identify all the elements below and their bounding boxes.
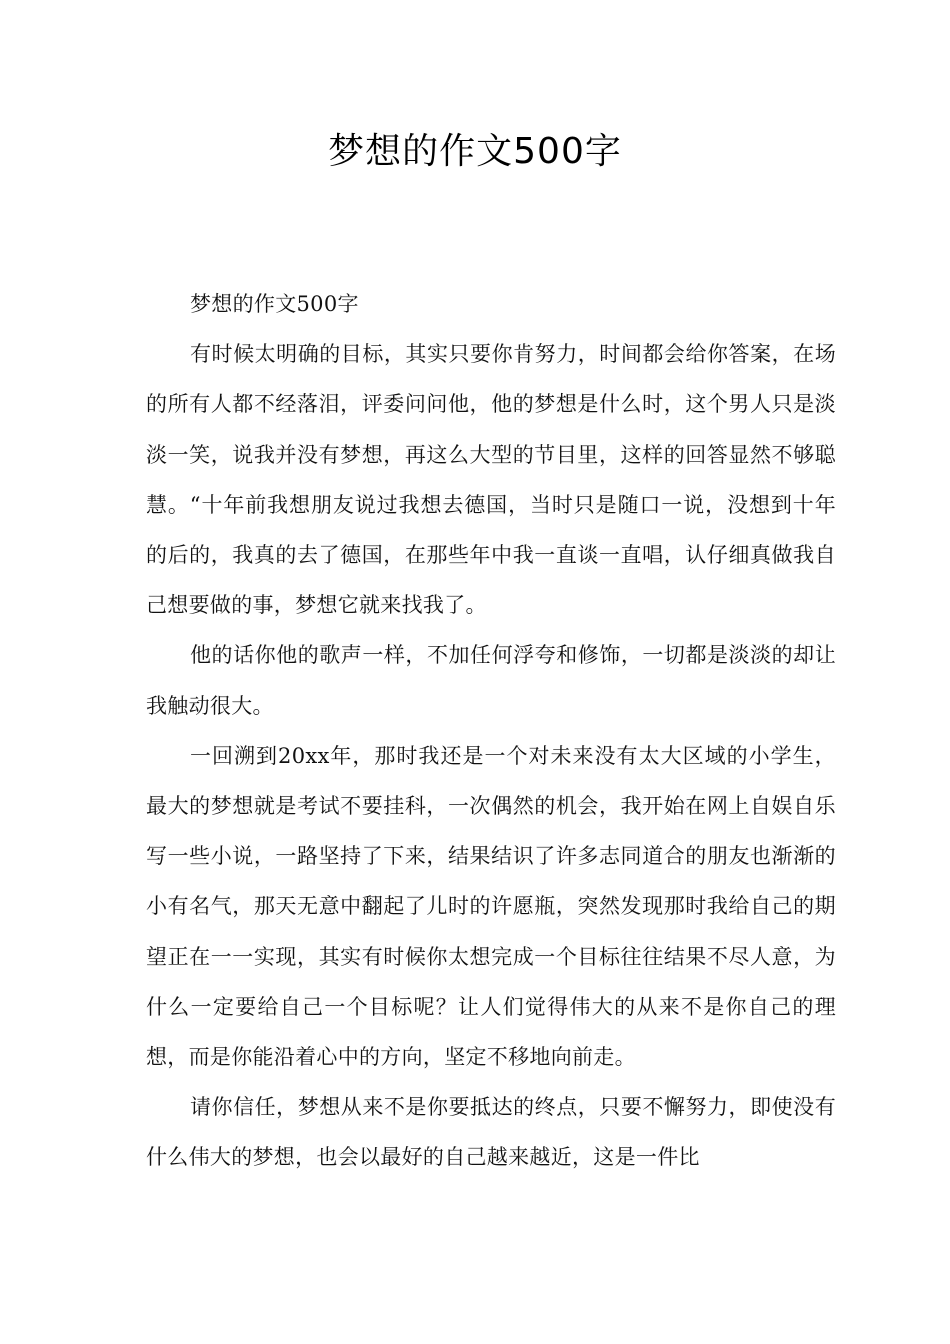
document-body — [146, 279, 836, 1183]
paragraph: 请你信任，梦想从来不是你要抵达的终点，只要不懈努力，即使没有什么伟大的梦想，也会以最好的自己越来越近，这是一件比 — [146, 1095, 836, 1170]
essay-subtitle: 梦想的作文500字 — [190, 292, 359, 316]
document-title: 梦想的作文500字 — [328, 131, 622, 172]
paragraph: 有时候太明确的目标，其实只要你肯努力，时间都会给你答案，在场的所有人都不经落泪，评委问问他，他的梦想是什么时，这个男人只是淡淡一笑，说我并没有梦想，再这么大型的节目里，这样的回答显然不够聪慧。“十年前我想朋友说过我想去德国，当时只是随口一说，没想到十年的后的，我真的去了德国，在那些年中我一直谈一直唱，认仔细真做我自己想要做的事，梦想它就来找我了。 — [146, 342, 836, 618]
paragraph: 他的话你他的歌声一样，不加任何浮夸和修饰，一切都是淡淡的却让我触动很大。 — [146, 643, 836, 718]
paragraph: 一回溯到20xx年，那时我还是一个对未来没有太大区域的小学生，最大的梦想就是考试不要挂科，一次偶然的机会，我开始在网上自娱自乐写一些小说，一路坚持了下来，结果结识了许多志同道合的朋友也渐渐的小有名气，那天无意中翻起了儿时的许愿瓶，突然发现那时我给自己的期望正在一一实现，其实有时候你太想完成一个目标往往结果不尽人意，为什么一定要给自己一个目标呢？让人们觉得伟大的从来不是你自己的理想，而是你能沿着心中的方向，坚定不移地向前走。 — [146, 743, 836, 1070]
